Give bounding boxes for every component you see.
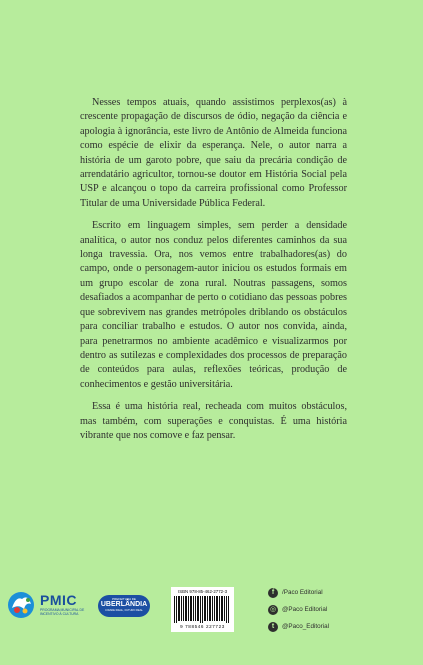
back-cover-footer — [0, 578, 423, 638]
uberlandia-name: UBERLÂNDIA — [100, 601, 148, 608]
isbn-label: ISBN 978-85-462-2772-3 — [177, 589, 228, 594]
facebook-icon: f — [268, 588, 278, 598]
instagram-label: @Paco Editorial — [282, 606, 328, 613]
facebook-label: /Paco Editorial — [282, 589, 323, 596]
instagram-icon: ◎ — [269, 605, 277, 613]
social-instagram[interactable] — [268, 603, 368, 616]
blurb-paragraph-2: Escrito em linguagem simples, sem perder a densidade analítica, o autor nos conduz pelos diferentes caminhos da sua longa travessia. Ora, nos vemos entre trabalhadores(as) do campo, onde o personagem-autor iniciou os estudos formais em um grupo escolar de zona rural. Noutras passagens, somos desafiados a acompanhar de perto o cotidiano das pessoas pobres que sobrevivem nas grandes metrópoles driblando os obstáculos para conciliar trabalho e estudos. O autor nos convida, ainda, para penetrarmos no ambiente acadêmico e visualizarmos por dentro as sutilezas e complexidades dos processos de preparação de conteúdos para aulas, reflexões teóricas, produção de conhecimentos e gestão universitária. — [80, 220, 347, 390]
pmic-logo — [6, 586, 94, 626]
uberlandia-top: PREFEITURA DE — [112, 597, 136, 601]
social-links — [268, 586, 368, 637]
isbn-number: 9 788546 227723 — [180, 624, 225, 629]
pmic-emblem-icon — [6, 590, 36, 620]
back-cover-blurb — [80, 96, 347, 443]
twitter-label: @Paco_Editorial — [282, 623, 329, 630]
social-twitter[interactable] — [268, 620, 368, 633]
isbn-barcode — [171, 587, 234, 632]
social-facebook[interactable] — [268, 586, 368, 599]
uberlandia-tagline: CIDADE IDEAL, FUTURO REAL — [105, 609, 143, 612]
barcode-icon — [174, 596, 231, 623]
blurb-paragraph-3: Essa é uma história real, recheada com muitos obstáculos, mas também, com superações e conquistas. É uma história vibrante que nos comove e faz pensar. — [80, 401, 347, 441]
uberlandia-logo — [98, 595, 150, 617]
twitter-icon: t — [268, 622, 278, 632]
pmic-subtitle: PROGRAMA MUNICIPAL DE INCENTIVO À CULTURA — [40, 608, 85, 616]
blurb-paragraph-1: Nesses tempos atuais, quando assistimos perplexos(as) à crescente propagação de discursos de ódio, negação da ciência e apologia à ignorância, este livro de Antônio de Almeida funciona como espécie de elixir da esperança. Nele, o autor narra a história de um garoto pobre, que saiu da precária condição de arrendatário agricultor, tornou-se doutor em História Social pela USP e alcançou o topo da carreira profissional como Professor Titular de uma Universidade Pública Federal. — [80, 97, 347, 209]
pmic-title: PMIC — [40, 592, 77, 608]
